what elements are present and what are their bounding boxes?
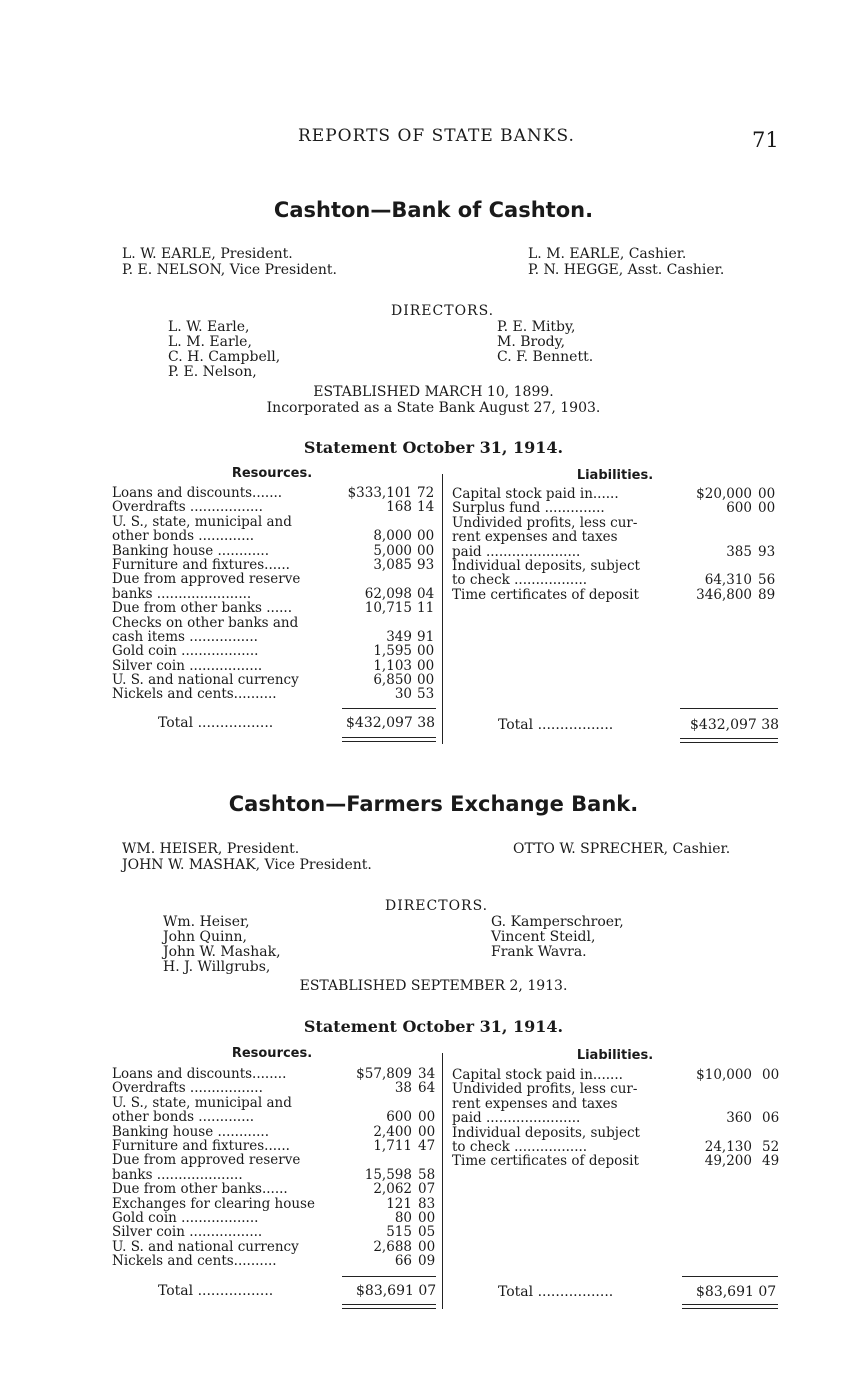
ledger-item-dollars: 600 [386, 1109, 412, 1126]
subtotal-rule [342, 1276, 436, 1277]
director-name: John Quinn, [163, 929, 247, 945]
ledger-row [112, 644, 442, 658]
bank-title: Cashton—Bank of Cashton. [273, 198, 594, 222]
ledger-row [112, 601, 442, 615]
ledger-row [112, 616, 442, 630]
ledger-item-dollars: 49,200 [704, 1153, 752, 1170]
ledger-row [452, 501, 782, 515]
ledger-row [112, 572, 442, 586]
ledger-row [452, 1126, 782, 1140]
ledger-row [112, 1110, 442, 1124]
ledger-row [112, 630, 442, 644]
ledger-item-cents: 56 [758, 572, 776, 589]
ledger-item-dollars: 80 [394, 1209, 412, 1226]
director-name: C. F. Bennett. [497, 349, 594, 365]
ledger-item-label: Gold coin .................. [112, 1209, 259, 1226]
ledger-item-label: Undivided profits, less cur- [452, 1081, 638, 1098]
director-name: H. J. Willgrubs, [163, 959, 271, 975]
ledger-row [112, 673, 442, 687]
director-name: G. Kamperschroer, [491, 914, 624, 930]
ledger-item-label: U. S. and national currency [112, 1238, 299, 1255]
ledger-item-label: Nickels and cents.......... [112, 686, 277, 703]
ledger-row [452, 545, 782, 559]
ledger-item-dollars: 2,062 [373, 1181, 412, 1198]
ledger-item-label: Furniture and fixtures...... [112, 556, 290, 573]
ledger-row [112, 1240, 442, 1254]
ledger-row [112, 486, 442, 500]
ledger-item-dollars: 8,000 [373, 528, 412, 545]
ledger-item-label: rent expenses and taxes [452, 529, 618, 546]
ledger-item-label: Silver coin ................. [112, 1224, 263, 1241]
ledger-item-cents: 00 [417, 542, 435, 559]
ledger-item-label: banks ...................... [112, 585, 252, 602]
ledger-item-dollars: 10,715 [364, 600, 412, 617]
ledger-row [112, 1197, 442, 1211]
ledger-row [112, 1139, 442, 1153]
officers-right [513, 841, 730, 857]
total-double-rule [342, 741, 436, 742]
total-double-rule [680, 738, 778, 739]
ledger-item-cents: 06 [762, 1110, 780, 1127]
ledger-item-dollars: 2,400 [373, 1123, 412, 1140]
ledger-item-dollars: 2,688 [373, 1238, 412, 1255]
ledger-row [112, 587, 442, 601]
ledger-item-cents: 00 [417, 672, 435, 689]
directors-right [491, 915, 624, 960]
subtotal-rule [342, 708, 436, 709]
total-double-rule [342, 737, 436, 738]
ledger-item-cents: 89 [758, 586, 776, 603]
ledger-row [112, 659, 442, 673]
ledger-item-cents: 91 [417, 628, 435, 645]
total-double-rule [342, 1304, 436, 1305]
ledger-item-label: U. S., state, municipal and [112, 513, 292, 530]
ledger-row [112, 1067, 442, 1081]
ledger-item-label: Surplus fund .............. [452, 500, 605, 517]
total-double-rule [682, 1308, 778, 1309]
ledger-row [112, 1096, 442, 1110]
ledger-item-label: Capital stock paid in...... [452, 486, 619, 502]
liabilities-table [452, 487, 782, 602]
ledger-item-dollars: 168 [386, 499, 412, 516]
ledger-row [452, 516, 782, 530]
ledger-item-label: Due from other banks ...... [112, 600, 292, 617]
ledger-item-dollars: 346,800 [696, 586, 752, 603]
resources-table [112, 1067, 442, 1268]
director-name: L. M. Earle, [168, 334, 252, 350]
officers-right [528, 246, 724, 278]
director-name: Vincent Steidl, [491, 929, 596, 945]
ledger-item-dollars: 600 [726, 500, 752, 517]
ledger-item-cents: 49 [762, 1153, 780, 1170]
ledger-item-label: rent expenses and taxes [452, 1095, 618, 1112]
ledger-row [112, 1254, 442, 1268]
liabilities-heading: Liabilities. [576, 468, 654, 483]
ledger-item-dollars: 66 [394, 1253, 412, 1270]
ledger-row [112, 1225, 442, 1239]
ledger-item-label: Banking house ............ [112, 542, 270, 559]
ledger-item-label: U. S. and national currency [112, 672, 299, 689]
liabilities-total-value: $432,097 38 [690, 717, 780, 733]
ledger-row [112, 529, 442, 543]
liabilities-total-value: $83,691 07 [696, 1284, 777, 1300]
ledger-item-label: paid ...................... [452, 1110, 581, 1127]
ledger-row [452, 573, 782, 587]
ledger-item-dollars: 38 [394, 1080, 412, 1097]
officer-line: JOHN W. MASHAK, Vice President. [122, 857, 372, 873]
officers-left [122, 841, 372, 873]
officer-line: P. E. NELSON, Vice President. [122, 262, 338, 278]
subtotal-rule [682, 1276, 778, 1277]
ledger-row [452, 588, 782, 602]
resources-total-value: $83,691 07 [356, 1283, 437, 1299]
ledger-item-dollars: 360 [726, 1110, 752, 1127]
established-date: ESTABLISHED MARCH 10, 1899. [313, 384, 554, 400]
ledger-item-cents: 00 [758, 486, 776, 502]
ledger-item-cents: 11 [417, 600, 435, 617]
ledger-item-label: Gold coin .................. [112, 643, 259, 660]
ledger-item-dollars: 15,598 [364, 1166, 412, 1183]
ledger-item-cents: 14 [417, 499, 435, 516]
ledger-item-cents: 04 [417, 585, 435, 602]
director-name: Wm. Heiser, [163, 914, 250, 930]
ledger-row [112, 1182, 442, 1196]
ledger-item-label: Due from other banks...... [112, 1181, 288, 1198]
ledger-row [452, 1111, 782, 1125]
officer-line: L. M. EARLE, Cashier. [528, 246, 687, 262]
director-name: P. E. Mitby, [497, 319, 576, 335]
ledger-row [452, 1082, 782, 1096]
ledger-row [112, 1153, 442, 1167]
ledger-item-dollars: 1,595 [373, 643, 412, 660]
total-double-rule [342, 1308, 436, 1309]
liabilities-total-label: Total ................. [498, 717, 614, 733]
ledger-row [112, 544, 442, 558]
ledger-item-cents: 64 [418, 1080, 436, 1097]
ledger-item-label: paid ...................... [452, 543, 581, 560]
statement-heading: Statement October 31, 1914. [303, 1017, 564, 1036]
directors-heading: DIRECTORS. [391, 303, 495, 319]
director-name: Frank Wavra. [491, 944, 587, 960]
resources-total-value: $432,097 38 [346, 715, 436, 731]
ledger-item-dollars: 24,130 [704, 1138, 752, 1155]
ledger-item-cents: 83 [418, 1195, 436, 1212]
ledger-item-label: banks .................... [112, 1166, 243, 1183]
ledger-item-label: to check ................. [452, 1138, 588, 1155]
ledger-item-cents: 72 [417, 485, 435, 501]
page-number: 71 [752, 128, 779, 152]
ledger-row [452, 530, 782, 544]
ledger-item-label: Undivided profits, less cur- [452, 514, 638, 531]
statement-heading: Statement October 31, 1914. [303, 438, 564, 457]
liabilities-heading: Liabilities. [576, 1048, 654, 1063]
ledger-item-cents: 00 [418, 1238, 436, 1255]
director-name: M. Brody, [497, 334, 566, 350]
ledger-item-cents: 00 [417, 528, 435, 545]
directors-heading: DIRECTORS. [385, 898, 489, 914]
ledger-item-cents: 47 [418, 1137, 436, 1154]
ledger-item-dollars: 64,310 [704, 572, 752, 589]
directors-right [497, 320, 593, 365]
resources-table [112, 486, 442, 702]
ledger-item-label: Capital stock paid in....... [452, 1067, 623, 1083]
ledger-item-label: Due from approved reserve [112, 1152, 301, 1169]
ledger-item-label: Furniture and fixtures...... [112, 1137, 290, 1154]
ledger-item-dollars: 385 [726, 543, 752, 560]
ledger-row [112, 1211, 442, 1225]
officers-left [122, 246, 337, 278]
resources-total-label: Total ................. [158, 715, 274, 731]
directors-left [163, 915, 281, 975]
subtotal-rule [680, 708, 778, 709]
ledger-item-label: Banking house ............ [112, 1123, 270, 1140]
ledger-item-label: Overdrafts ................. [112, 1080, 263, 1097]
ledger-item-cents: 00 [418, 1109, 436, 1126]
ledger-item-cents: 00 [418, 1209, 436, 1226]
ledger-item-label: Loans and discounts........ [112, 1066, 287, 1082]
officer-line: WM. HEISER, President. [122, 841, 300, 857]
ledger-item-label: U. S., state, municipal and [112, 1094, 292, 1111]
ledger-row [112, 558, 442, 572]
ledger-item-label: Individual deposits, subject [452, 557, 640, 574]
ledger-item-dollars: $20,000 [696, 486, 752, 502]
ledger-item-cents: 05 [418, 1224, 436, 1241]
total-double-rule [680, 742, 778, 743]
total-double-rule [682, 1304, 778, 1305]
ledger-row [452, 1097, 782, 1111]
ledger-item-dollars: 62,098 [364, 585, 412, 602]
director-name: John W. Mashak, [163, 944, 281, 960]
ledger-item-label: cash items ................ [112, 628, 258, 645]
ledger-item-dollars: 1,711 [373, 1137, 412, 1154]
ledger-item-label: Exchanges for clearing house [112, 1195, 315, 1212]
ledger-row [112, 500, 442, 514]
ledger-item-cents: 00 [417, 643, 435, 660]
running-head: REPORTS OF STATE BANKS. [298, 126, 575, 146]
ledger-item-cents: 09 [418, 1253, 436, 1270]
ledger-item-cents: 00 [762, 1067, 780, 1083]
ledger-item-label: Overdrafts ................. [112, 499, 263, 516]
ledger-item-cents: 58 [418, 1166, 436, 1183]
liabilities-total-label: Total ................. [498, 1284, 614, 1300]
ledger-item-dollars: 6,850 [373, 672, 412, 689]
ledger-item-label: Individual deposits, subject [452, 1124, 640, 1141]
ledger-item-cents: 34 [418, 1066, 436, 1082]
incorporated-date: Incorporated as a State Bank August 27, 1903. [266, 400, 601, 416]
director-name: L. W. Earle, [168, 319, 250, 335]
ledger-row [112, 687, 442, 701]
resources-heading: Resources. [231, 466, 313, 481]
ledger-item-dollars: 3,085 [373, 556, 412, 573]
ledger-item-label: Time certificates of deposit [452, 1153, 639, 1170]
ledger-item-cents: 52 [762, 1138, 780, 1155]
ledger-row [112, 1125, 442, 1139]
ledger-item-cents: 00 [418, 1123, 436, 1140]
ledger-row [452, 1068, 782, 1082]
ledger-item-cents: 53 [417, 686, 435, 703]
ledger-item-dollars: $57,809 [356, 1066, 412, 1082]
ledger-item-label: other bonds ............. [112, 528, 255, 545]
ledger-item-dollars: $10,000 [696, 1067, 752, 1083]
ledger-item-label: Time certificates of deposit [452, 586, 639, 603]
column-divider [442, 474, 443, 744]
ledger-item-cents: 93 [758, 543, 776, 560]
ledger-row [452, 1140, 782, 1154]
column-divider [442, 1053, 443, 1309]
ledger-item-label: Checks on other banks and [112, 614, 299, 631]
ledger-item-dollars: 30 [394, 686, 412, 703]
ledger-item-dollars: 5,000 [373, 542, 412, 559]
ledger-item-dollars: $333,101 [347, 485, 412, 501]
director-name: C. H. Campbell, [168, 349, 281, 365]
ledger-item-dollars: 349 [386, 628, 412, 645]
ledger-row [452, 1154, 782, 1168]
established-date: ESTABLISHED SEPTEMBER 2, 1913. [299, 978, 568, 994]
ledger-item-label: Nickels and cents.......... [112, 1253, 277, 1270]
resources-total-label: Total ................. [158, 1283, 274, 1299]
ledger-item-cents: 00 [758, 500, 776, 517]
ledger-item-label: to check ................. [452, 572, 588, 589]
ledger-item-label: other bonds ............. [112, 1109, 255, 1126]
ledger-item-cents: 93 [417, 556, 435, 573]
ledger-item-label: Loans and discounts....... [112, 485, 283, 501]
officer-line: L. W. EARLE, President. [122, 246, 293, 262]
ledger-item-dollars: 515 [386, 1224, 412, 1241]
ledger-item-cents: 00 [417, 657, 435, 674]
ledger-item-label: Silver coin ................. [112, 657, 263, 674]
ledger-row [112, 1168, 442, 1182]
resources-heading: Resources. [231, 1046, 313, 1061]
liabilities-table [452, 1068, 782, 1169]
ledger-row [112, 1081, 442, 1095]
bank-title: Cashton—Farmers Exchange Bank. [228, 792, 639, 816]
ledger-item-label: Due from approved reserve [112, 571, 301, 588]
officer-line: OTTO W. SPRECHER, Cashier. [513, 841, 731, 857]
officer-line: P. N. HEGGE, Asst. Cashier. [528, 262, 725, 278]
directors-left [168, 320, 280, 380]
ledger-row [452, 487, 782, 501]
ledger-item-dollars: 121 [386, 1195, 412, 1212]
ledger-row [112, 515, 442, 529]
ledger-item-cents: 07 [418, 1181, 436, 1198]
director-name: P. E. Nelson, [168, 364, 257, 380]
ledger-row [452, 559, 782, 573]
ledger-item-dollars: 1,103 [373, 657, 412, 674]
